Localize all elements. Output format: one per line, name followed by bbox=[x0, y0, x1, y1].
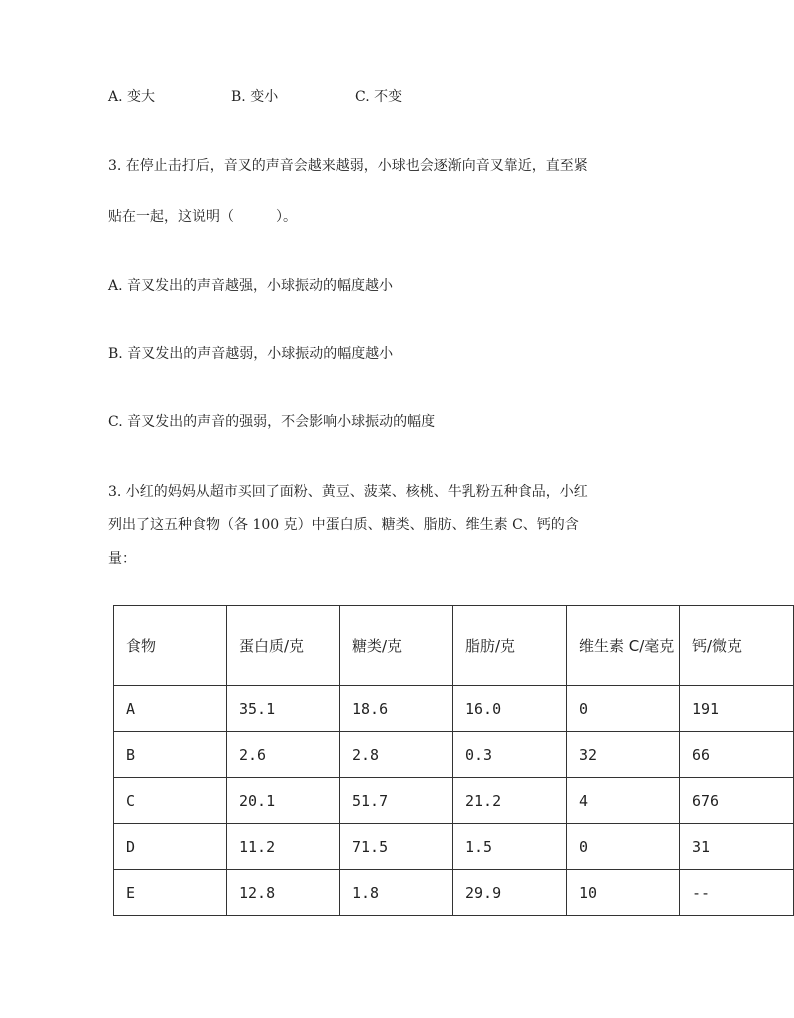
table-cell: 12.8 bbox=[227, 870, 340, 916]
table-cell: 4 bbox=[567, 778, 680, 824]
table-cell: A bbox=[114, 686, 227, 732]
question-stem-line: 3. 小红的妈妈从超市买回了面粉、黄豆、菠菜、核桃、牛乳粉五种食品，小红 bbox=[108, 484, 588, 500]
column-header: 维生素 C/毫克 bbox=[567, 606, 680, 686]
table-cell: 51.7 bbox=[340, 778, 453, 824]
column-header: 钙/微克 bbox=[680, 606, 794, 686]
question-stem-line: 列出了这五种食物（各 100 克）中蛋白质、糖类、脂肪、维生素 C、钙的含 bbox=[108, 517, 579, 533]
question-stem-line: 贴在一起，这说明（ ）。 bbox=[108, 209, 297, 225]
table-row bbox=[114, 686, 794, 732]
table-cell: 18.6 bbox=[340, 686, 453, 732]
option-c: C. 不变 bbox=[355, 89, 403, 105]
option-a: A. 音叉发出的声音越强，小球振动的幅度越小 bbox=[108, 278, 394, 294]
option-b: B. 变小 bbox=[231, 89, 279, 105]
table-cell: C bbox=[114, 778, 227, 824]
question-stem-line: 3. 在停止击打后，音叉的声音会越来越弱，小球也会逐渐向音叉靠近，直至紧 bbox=[108, 158, 588, 174]
table-cell: 0 bbox=[567, 824, 680, 870]
table-cell: 0 bbox=[567, 686, 680, 732]
table-cell: D bbox=[114, 824, 227, 870]
table-header-row bbox=[114, 606, 794, 686]
table-cell: 31 bbox=[680, 824, 794, 870]
column-header: 蛋白质/克 bbox=[227, 606, 340, 686]
column-header: 食物 bbox=[114, 606, 227, 686]
question-stem-line: 量： bbox=[108, 551, 136, 567]
column-header: 脂肪/克 bbox=[453, 606, 567, 686]
table-cell: 71.5 bbox=[340, 824, 453, 870]
table-row bbox=[114, 824, 794, 870]
column-header: 糖类/克 bbox=[340, 606, 453, 686]
table-cell: 2.6 bbox=[227, 732, 340, 778]
table-cell: 29.9 bbox=[453, 870, 567, 916]
table-row bbox=[114, 732, 794, 778]
table-cell: 191 bbox=[680, 686, 794, 732]
table-cell: 16.0 bbox=[453, 686, 567, 732]
table-cell: 1.8 bbox=[340, 870, 453, 916]
table-cell: 10 bbox=[567, 870, 680, 916]
table-cell: 676 bbox=[680, 778, 794, 824]
table-cell: 20.1 bbox=[227, 778, 340, 824]
table-cell: 66 bbox=[680, 732, 794, 778]
option-a: A. 变大 bbox=[108, 89, 156, 105]
table-cell: 2.8 bbox=[340, 732, 453, 778]
nutrition-table bbox=[113, 605, 794, 916]
table-cell: -- bbox=[680, 870, 794, 916]
table-cell: 0.3 bbox=[453, 732, 567, 778]
table-cell: 11.2 bbox=[227, 824, 340, 870]
table-cell: B bbox=[114, 732, 227, 778]
table-row bbox=[114, 870, 794, 916]
table-cell: 1.5 bbox=[453, 824, 567, 870]
table-cell: 32 bbox=[567, 732, 680, 778]
table-cell: E bbox=[114, 870, 227, 916]
table-row bbox=[114, 778, 794, 824]
table-cell: 21.2 bbox=[453, 778, 567, 824]
option-c: C. 音叉发出的声音的强弱，不会影响小球振动的幅度 bbox=[108, 414, 436, 430]
option-b: B. 音叉发出的声音越弱，小球振动的幅度越小 bbox=[108, 346, 394, 362]
table-cell: 35.1 bbox=[227, 686, 340, 732]
